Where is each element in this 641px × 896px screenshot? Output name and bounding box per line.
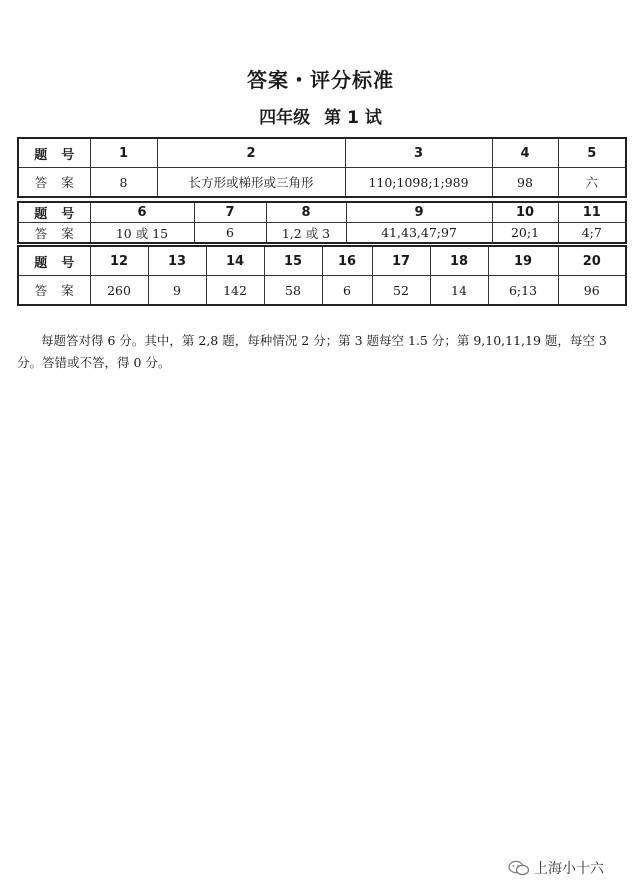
table-row	[18, 223, 626, 244]
table-row	[18, 202, 626, 223]
answer-cell: 长方形或梯形或三角形	[157, 168, 345, 198]
answer-cell: 8	[90, 168, 157, 198]
question-number: 14	[206, 246, 264, 276]
page-title: 答案・评分标准	[247, 68, 394, 92]
answer-cell: 6	[194, 223, 266, 244]
scoring-note: 每题答对得 6 分。其中，第 2,8 题，每种情况 2 分；第 3 题每空 1.5 分；第 9,10,11,19 题，每空 3 分。答错或不答，得 0 分。	[17, 332, 607, 370]
question-number: 2	[157, 138, 345, 168]
question-number: 20	[558, 246, 626, 276]
answer-cell: 260	[90, 276, 148, 306]
question-number: 10	[492, 202, 558, 223]
question-number: 17	[372, 246, 430, 276]
answer-cell: 41,43,47;97	[346, 223, 492, 244]
question-number: 6	[90, 202, 194, 223]
question-number: 7	[194, 202, 266, 223]
question-number: 8	[266, 202, 346, 223]
answer-cell: 10 或 15	[90, 223, 194, 244]
table-row	[18, 168, 626, 198]
table-row	[18, 138, 626, 168]
answer-table-3	[17, 245, 627, 306]
question-number: 3	[345, 138, 492, 168]
answer-cell: 98	[492, 168, 558, 198]
answer-table-2	[17, 201, 627, 244]
question-number: 5	[558, 138, 626, 168]
answer-label: 答案	[18, 276, 90, 306]
answer-cell: 14	[430, 276, 488, 306]
answer-cell: 96	[558, 276, 626, 306]
answer-table-1	[17, 137, 627, 198]
watermark-text: 上海小十六	[534, 861, 604, 877]
question-number: 12	[90, 246, 148, 276]
question-label: 题号	[18, 202, 90, 223]
question-number: 1	[90, 138, 157, 168]
question-label: 题号	[18, 138, 90, 168]
question-number: 18	[430, 246, 488, 276]
answer-cell: 58	[264, 276, 322, 306]
question-label: 题号	[18, 246, 90, 276]
answer-cell: 9	[148, 276, 206, 306]
answer-cell: 4;7	[558, 223, 626, 244]
answer-cell: 52	[372, 276, 430, 306]
table-row	[18, 246, 626, 276]
question-number: 9	[346, 202, 492, 223]
answer-cell: 110;1098;1;989	[345, 168, 492, 198]
answer-cell: 142	[206, 276, 264, 306]
answer-label: 答案	[18, 223, 90, 244]
answer-cell: 20;1	[492, 223, 558, 244]
question-number: 16	[322, 246, 372, 276]
grade-label: 四年级	[259, 108, 311, 128]
watermark	[508, 858, 604, 878]
wechat-icon	[508, 860, 530, 876]
session-label: 第 1 试	[324, 108, 382, 128]
question-number: 13	[148, 246, 206, 276]
question-number: 11	[558, 202, 626, 223]
answer-cell: 六	[558, 168, 626, 198]
answer-cell: 6;13	[488, 276, 558, 306]
table-row	[18, 276, 626, 306]
question-number: 4	[492, 138, 558, 168]
question-number: 19	[488, 246, 558, 276]
page-subtitle	[0, 103, 641, 128]
question-number: 15	[264, 246, 322, 276]
answer-label: 答案	[18, 168, 90, 198]
answer-cell: 6	[322, 276, 372, 306]
answer-cell: 1,2 或 3	[266, 223, 346, 244]
